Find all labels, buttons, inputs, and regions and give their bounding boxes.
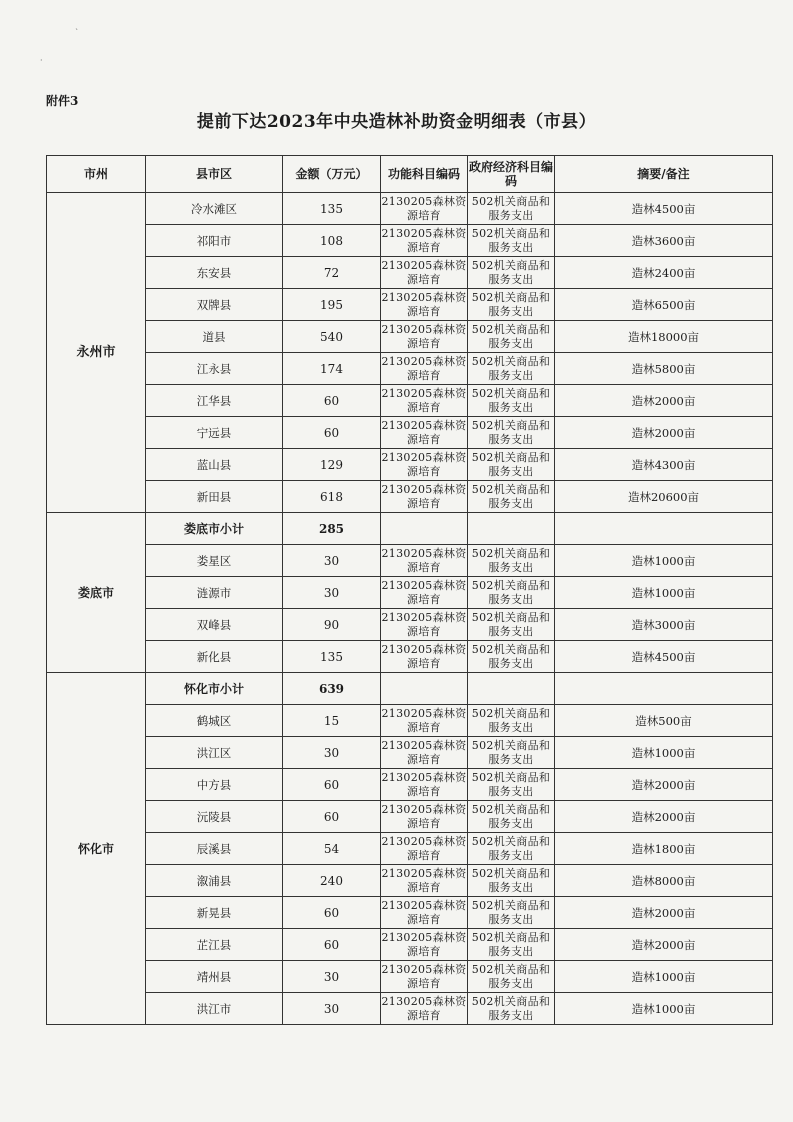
amount-cell: 135 (283, 193, 381, 225)
econ-code-cell: 502机关商品和服务支出 (468, 321, 555, 353)
table-row (47, 865, 773, 897)
func-code-cell: 2130205森林资源培育 (381, 769, 468, 801)
county-cell: 江永县 (146, 353, 283, 385)
remark-cell: 造林4300亩 (555, 449, 773, 481)
city-cell: 娄底市 (47, 513, 146, 673)
econ-code-cell: 502机关商品和服务支出 (468, 641, 555, 673)
subtotal-row (47, 513, 773, 545)
subtotal-amount: 639 (283, 673, 381, 705)
header-econ-code: 政府经济科目编码 (468, 156, 555, 193)
header-county: 县市区 (146, 156, 283, 193)
header-city: 市州 (47, 156, 146, 193)
remark-cell: 造林2000亩 (555, 897, 773, 929)
amount-cell: 15 (283, 705, 381, 737)
econ-code-cell: 502机关商品和服务支出 (468, 801, 555, 833)
county-cell: 祁阳市 (146, 225, 283, 257)
amount-cell: 30 (283, 577, 381, 609)
table-row (47, 769, 773, 801)
amount-cell: 240 (283, 865, 381, 897)
amount-cell: 135 (283, 641, 381, 673)
county-cell: 靖州县 (146, 961, 283, 993)
func-code-cell: 2130205森林资源培育 (381, 993, 468, 1025)
table-row (47, 577, 773, 609)
subtotal-amount: 285 (283, 513, 381, 545)
county-cell: 鹤城区 (146, 705, 283, 737)
subtotal-row (47, 673, 773, 705)
county-cell: 溆浦县 (146, 865, 283, 897)
econ-code-cell: 502机关商品和服务支出 (468, 737, 555, 769)
amount-cell: 60 (283, 897, 381, 929)
scan-speck: ` (75, 28, 79, 37)
county-cell: 新田县 (146, 481, 283, 513)
func-code-cell: 2130205森林资源培育 (381, 801, 468, 833)
func-code-cell: 2130205森林资源培育 (381, 833, 468, 865)
func-code-cell: 2130205森林资源培育 (381, 545, 468, 577)
subtotal-label: 娄底市小计 (146, 513, 283, 545)
table-row (47, 961, 773, 993)
func-code-cell: 2130205森林资源培育 (381, 577, 468, 609)
func-code-cell: 2130205森林资源培育 (381, 737, 468, 769)
empty-cell (468, 513, 555, 545)
empty-cell (381, 673, 468, 705)
table-row (47, 385, 773, 417)
table-row (47, 897, 773, 929)
amount-cell: 54 (283, 833, 381, 865)
econ-code-cell: 502机关商品和服务支出 (468, 833, 555, 865)
remark-cell: 造林2400亩 (555, 257, 773, 289)
econ-code-cell: 502机关商品和服务支出 (468, 193, 555, 225)
header-remarks: 摘要/备注 (555, 156, 773, 193)
header-row (47, 156, 773, 193)
county-cell: 涟源市 (146, 577, 283, 609)
func-code-cell: 2130205森林资源培育 (381, 961, 468, 993)
func-code-cell: 2130205森林资源培育 (381, 257, 468, 289)
table-row (47, 993, 773, 1025)
remark-cell: 造林1000亩 (555, 961, 773, 993)
econ-code-cell: 502机关商品和服务支出 (468, 481, 555, 513)
econ-code-cell: 502机关商品和服务支出 (468, 705, 555, 737)
annex-label: 附件3 (46, 94, 79, 108)
econ-code-cell: 502机关商品和服务支出 (468, 609, 555, 641)
county-cell: 冷水滩区 (146, 193, 283, 225)
amount-cell: 60 (283, 417, 381, 449)
amount-cell: 60 (283, 385, 381, 417)
county-cell: 中方县 (146, 769, 283, 801)
amount-cell: 60 (283, 801, 381, 833)
table-row (47, 257, 773, 289)
county-cell: 宁远县 (146, 417, 283, 449)
func-code-cell: 2130205森林资源培育 (381, 897, 468, 929)
table-row (47, 705, 773, 737)
table-row (47, 225, 773, 257)
econ-code-cell: 502机关商品和服务支出 (468, 769, 555, 801)
econ-code-cell: 502机关商品和服务支出 (468, 449, 555, 481)
amount-cell: 108 (283, 225, 381, 257)
econ-code-cell: 502机关商品和服务支出 (468, 993, 555, 1025)
county-cell: 蓝山县 (146, 449, 283, 481)
remark-cell: 造林2000亩 (555, 385, 773, 417)
empty-cell (468, 673, 555, 705)
amount-cell: 540 (283, 321, 381, 353)
amount-cell: 129 (283, 449, 381, 481)
remark-cell: 造林2000亩 (555, 801, 773, 833)
remark-cell: 造林1000亩 (555, 993, 773, 1025)
func-code-cell: 2130205森林资源培育 (381, 609, 468, 641)
func-code-cell: 2130205森林资源培育 (381, 321, 468, 353)
func-code-cell: 2130205森林资源培育 (381, 225, 468, 257)
func-code-cell: 2130205森林资源培育 (381, 193, 468, 225)
remark-cell: 造林3600亩 (555, 225, 773, 257)
amount-cell: 60 (283, 929, 381, 961)
amount-cell: 195 (283, 289, 381, 321)
remark-cell: 造林1000亩 (555, 577, 773, 609)
county-cell: 洪江市 (146, 993, 283, 1025)
remark-cell: 造林4500亩 (555, 641, 773, 673)
econ-code-cell: 502机关商品和服务支出 (468, 865, 555, 897)
table-row (47, 545, 773, 577)
county-cell: 道县 (146, 321, 283, 353)
amount-cell: 30 (283, 737, 381, 769)
econ-code-cell: 502机关商品和服务支出 (468, 417, 555, 449)
table-row (47, 449, 773, 481)
city-cell: 怀化市 (47, 673, 146, 1025)
county-cell: 江华县 (146, 385, 283, 417)
county-cell: 新晃县 (146, 897, 283, 929)
county-cell: 辰溪县 (146, 833, 283, 865)
func-code-cell: 2130205森林资源培育 (381, 865, 468, 897)
remark-cell: 造林3000亩 (555, 609, 773, 641)
table-row (47, 353, 773, 385)
func-code-cell: 2130205森林资源培育 (381, 705, 468, 737)
table-row (47, 321, 773, 353)
remark-cell: 造林5800亩 (555, 353, 773, 385)
econ-code-cell: 502机关商品和服务支出 (468, 961, 555, 993)
amount-cell: 30 (283, 545, 381, 577)
empty-cell (555, 673, 773, 705)
table-row (47, 833, 773, 865)
remark-cell: 造林1800亩 (555, 833, 773, 865)
remark-cell: 造林2000亩 (555, 769, 773, 801)
amount-cell: 174 (283, 353, 381, 385)
econ-code-cell: 502机关商品和服务支出 (468, 353, 555, 385)
header-amount: 金额（万元） (283, 156, 381, 193)
amount-cell: 90 (283, 609, 381, 641)
remark-cell: 造林2000亩 (555, 929, 773, 961)
table-row (47, 193, 773, 225)
county-cell: 东安县 (146, 257, 283, 289)
subtotal-label: 怀化市小计 (146, 673, 283, 705)
table-row (47, 801, 773, 833)
func-code-cell: 2130205森林资源培育 (381, 929, 468, 961)
table-row (47, 289, 773, 321)
county-cell: 芷江县 (146, 929, 283, 961)
func-code-cell: 2130205森林资源培育 (381, 641, 468, 673)
table-row (47, 481, 773, 513)
table-row (47, 609, 773, 641)
remark-cell: 造林18000亩 (555, 321, 773, 353)
amount-cell: 30 (283, 993, 381, 1025)
func-code-cell: 2130205森林资源培育 (381, 481, 468, 513)
county-cell: 双峰县 (146, 609, 283, 641)
county-cell: 双牌县 (146, 289, 283, 321)
county-cell: 新化县 (146, 641, 283, 673)
func-code-cell: 2130205森林资源培育 (381, 353, 468, 385)
table-row (47, 641, 773, 673)
amount-cell: 30 (283, 961, 381, 993)
remark-cell: 造林4500亩 (555, 193, 773, 225)
scan-speck: · (40, 56, 43, 65)
remark-cell: 造林1000亩 (555, 737, 773, 769)
remark-cell: 造林1000亩 (555, 545, 773, 577)
econ-code-cell: 502机关商品和服务支出 (468, 289, 555, 321)
remark-cell: 造林500亩 (555, 705, 773, 737)
empty-cell (555, 513, 773, 545)
header-func-code: 功能科目编码 (381, 156, 468, 193)
table-row (47, 929, 773, 961)
empty-cell (381, 513, 468, 545)
remark-cell: 造林20600亩 (555, 481, 773, 513)
econ-code-cell: 502机关商品和服务支出 (468, 929, 555, 961)
econ-code-cell: 502机关商品和服务支出 (468, 225, 555, 257)
remark-cell: 造林8000亩 (555, 865, 773, 897)
econ-code-cell: 502机关商品和服务支出 (468, 385, 555, 417)
table-row (47, 417, 773, 449)
city-cell: 永州市 (47, 193, 146, 513)
amount-cell: 618 (283, 481, 381, 513)
econ-code-cell: 502机关商品和服务支出 (468, 577, 555, 609)
econ-code-cell: 502机关商品和服务支出 (468, 257, 555, 289)
func-code-cell: 2130205森林资源培育 (381, 385, 468, 417)
amount-cell: 60 (283, 769, 381, 801)
remark-cell: 造林2000亩 (555, 417, 773, 449)
econ-code-cell: 502机关商品和服务支出 (468, 897, 555, 929)
func-code-cell: 2130205森林资源培育 (381, 417, 468, 449)
amount-cell: 72 (283, 257, 381, 289)
county-cell: 娄星区 (146, 545, 283, 577)
county-cell: 洪江区 (146, 737, 283, 769)
func-code-cell: 2130205森林资源培育 (381, 289, 468, 321)
table-row (47, 737, 773, 769)
table-body (47, 193, 773, 1025)
page-title: 提前下达2023年中央造林补助资金明细表（市县） (196, 112, 597, 132)
func-code-cell: 2130205森林资源培育 (381, 449, 468, 481)
funding-table (46, 155, 773, 1025)
county-cell: 沅陵县 (146, 801, 283, 833)
econ-code-cell: 502机关商品和服务支出 (468, 545, 555, 577)
remark-cell: 造林6500亩 (555, 289, 773, 321)
